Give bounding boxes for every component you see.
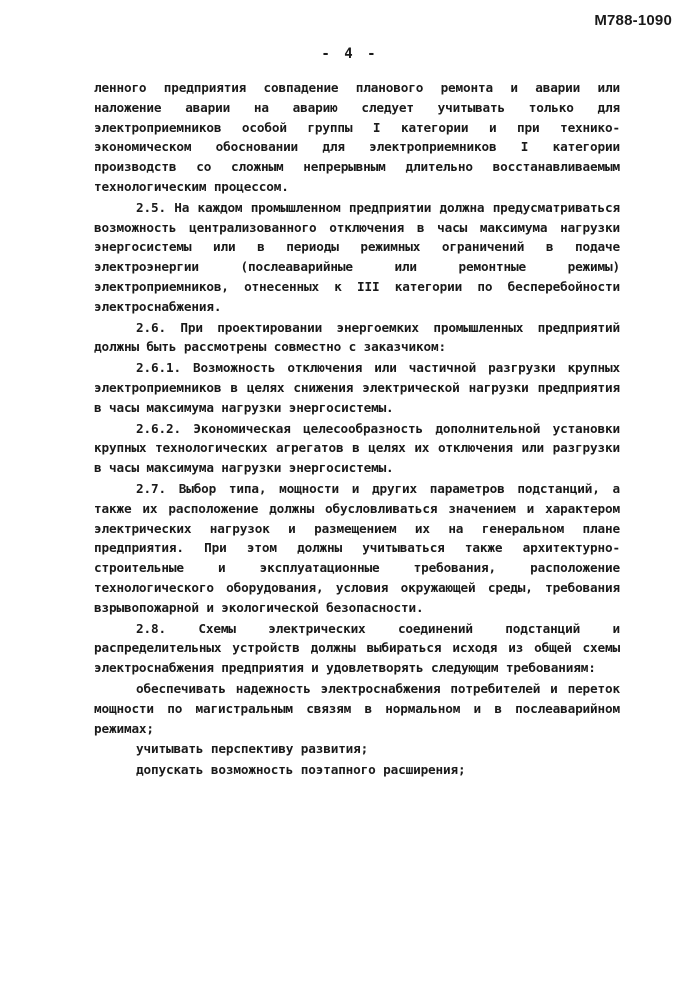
paragraph-2-6-2: 2.6.2. Экономическая целесообразность дополнительной установки крупных технологических агрегатов в целях их отключения или разгрузки в часы максимума нагрузки энергосистемы. (94, 420, 620, 476)
paragraph-continuation: ленного предприятия совпадение планового ремонта и аварии или наложение аварии на аварию следует учитывать только для электроприемников особой группы I категории и при технико-экономическом обосновании для электроприемников I категории производств со сложным непрерывным длительно восстанавливаемым технологическим процессом. (94, 80, 620, 194)
paragraph-2-5: 2.5. На каждом промышленном предприятии должна предусматриваться возможность централизованного отключения в часы максимума нагрузки энергосистемы или в периоды режимных ограничений в подаче электроэнергии (послеаварийные или ремонтные режимы) электроприемников, отнесенных к III категории по бесперебойности электроснабжения. (94, 199, 620, 314)
requirement-expansion: допускать возможность поэтапного расширения; (136, 762, 466, 778)
page-body (94, 78, 620, 781)
paragraph-2-6-1: 2.6.1. Возможность отключения или частичной разгрузки крупных электроприемников в целях снижения электрической нагрузки предприятия в часы максимума нагрузки энергосистемы. (94, 360, 620, 415)
paragraph-2-8: 2.8. Схемы электрических соединений подстанций и распределительных устройств должны выбираться исходя из общей схемы электроснабжения предприятия и удовлетворять следующим требованиям: (94, 620, 620, 676)
requirement-reliability: обеспечивать надежность электроснабжения потребителей и переток мощности по магистральным связям в нормальном и в послеаварийном режимах; (94, 680, 620, 736)
paragraph-2-7: 2.7. Выбор типа, мощности и других параметров подстанций, а также их расположение должны обусловливаться значением и характером электрических нагрузок и размещением их на генеральном плане предприятия. При этом должны учитываться также архитектурно-строительные и эксплуатационные требования, расположение технологического оборудования, условия окружающей среды, требования взрывопожарной и экологической безопасности. (94, 480, 620, 615)
requirement-perspective: учитывать перспективу развития; (136, 741, 369, 757)
document-code: М788-1090 (594, 12, 672, 29)
paragraph-2-6: 2.6. При проектировании энергоемких промышленных предприятий должны быть рассмотрены совместно с заказчиком: (94, 319, 620, 355)
page-number: - 4 - (321, 46, 379, 62)
